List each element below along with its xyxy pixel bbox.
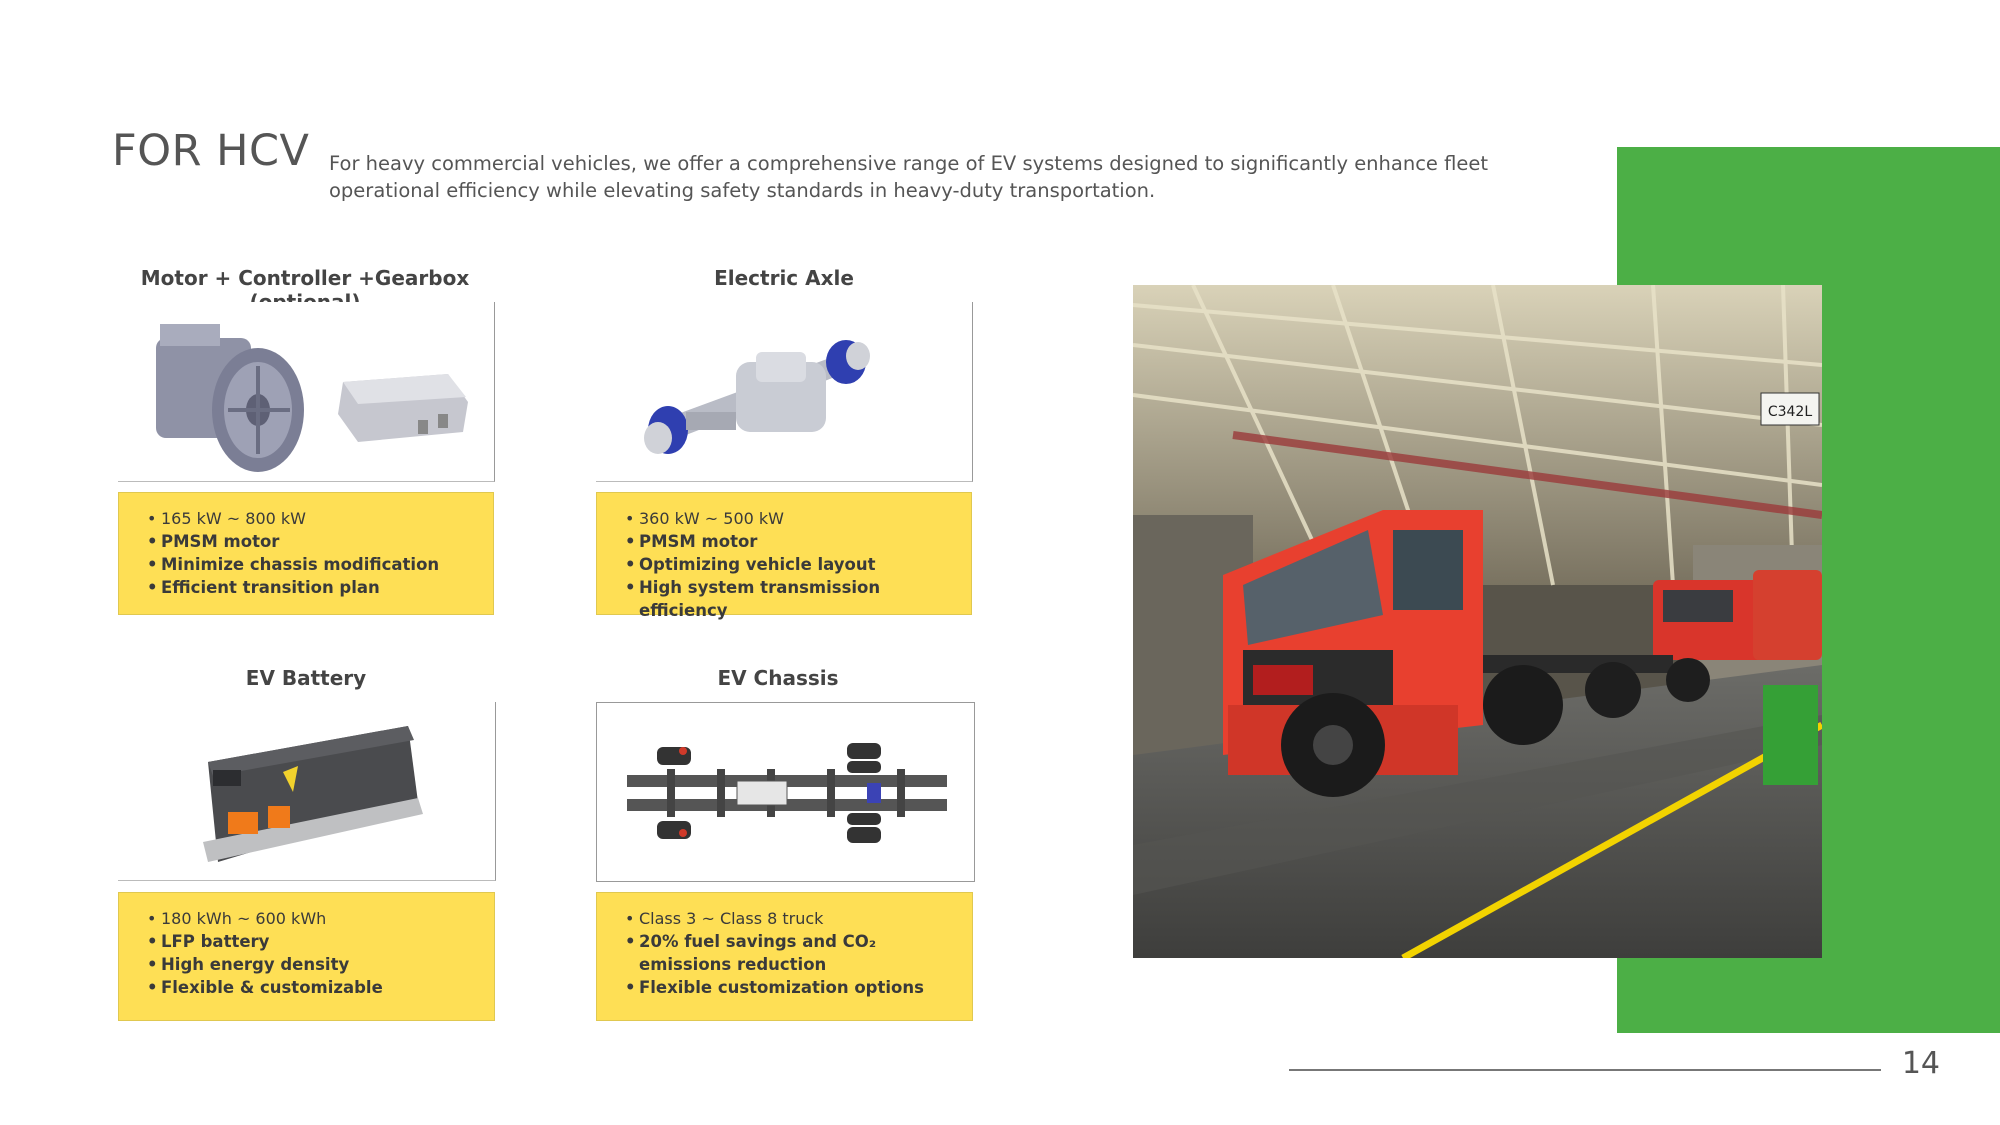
spec-item: • 20% fuel savings and CO₂ emissions reduction xyxy=(625,930,958,976)
card-title-ev-battery: EV Battery xyxy=(245,666,367,690)
chassis-image-box xyxy=(596,702,975,882)
spec-item: • PMSM motor xyxy=(147,530,479,553)
spec-item: • 360 kW ~ 500 kW xyxy=(625,507,957,530)
footer-rule xyxy=(1289,1069,1881,1071)
intro-text: For heavy commercial vehicles, we offer a comprehensive range of EV systems designed to significantly enhance fleet operational efficiency while elevating safety standards in heavy-duty transportation. xyxy=(329,152,1489,202)
spec-item: • Minimize chassis modification xyxy=(147,553,479,576)
card-title-electric-axle: Electric Axle xyxy=(714,266,854,290)
motor-image-box xyxy=(118,302,495,482)
spec-item: • Flexible & customizable xyxy=(147,976,480,999)
spec-item: • Class 3 ~ Class 8 truck xyxy=(625,907,958,930)
ev-battery-illustration xyxy=(118,702,495,880)
spec-item: • Flexible customization options xyxy=(625,976,958,999)
axle-image-box xyxy=(596,302,973,482)
spec-box-ev-chassis xyxy=(596,892,973,1021)
battery-image-box xyxy=(118,702,496,881)
spec-item: • Optimizing vehicle layout xyxy=(625,553,957,576)
spec-box-motor xyxy=(118,492,494,615)
spec-item: • High system transmission efficiency xyxy=(625,576,957,622)
spec-item: • Efficient transition plan xyxy=(147,576,479,599)
spec-item: • High energy density xyxy=(147,953,480,976)
card-title-ev-chassis: EV Chassis xyxy=(717,666,839,690)
spec-box-ev-battery xyxy=(118,892,495,1021)
electric-axle-illustration xyxy=(596,302,972,481)
factory-sign-text: C342L xyxy=(1767,404,1813,420)
spec-item: • 180 kWh ~ 600 kWh xyxy=(147,907,480,930)
page-number: 14 xyxy=(1901,1046,1940,1081)
page-title: FOR HCV xyxy=(112,126,310,176)
ev-chassis-illustration xyxy=(597,703,974,881)
spec-box-electric-axle xyxy=(596,492,972,620)
truck-factory-photo xyxy=(1133,285,1822,958)
card-title-motor: Motor + Controller +Gearbox xyxy=(140,266,470,290)
spec-item: • PMSM motor xyxy=(625,530,957,553)
spec-item: • LFP battery xyxy=(147,930,480,953)
spec-item: • 165 kW ~ 800 kW xyxy=(147,507,479,530)
motor-controller-illustration xyxy=(118,302,494,481)
